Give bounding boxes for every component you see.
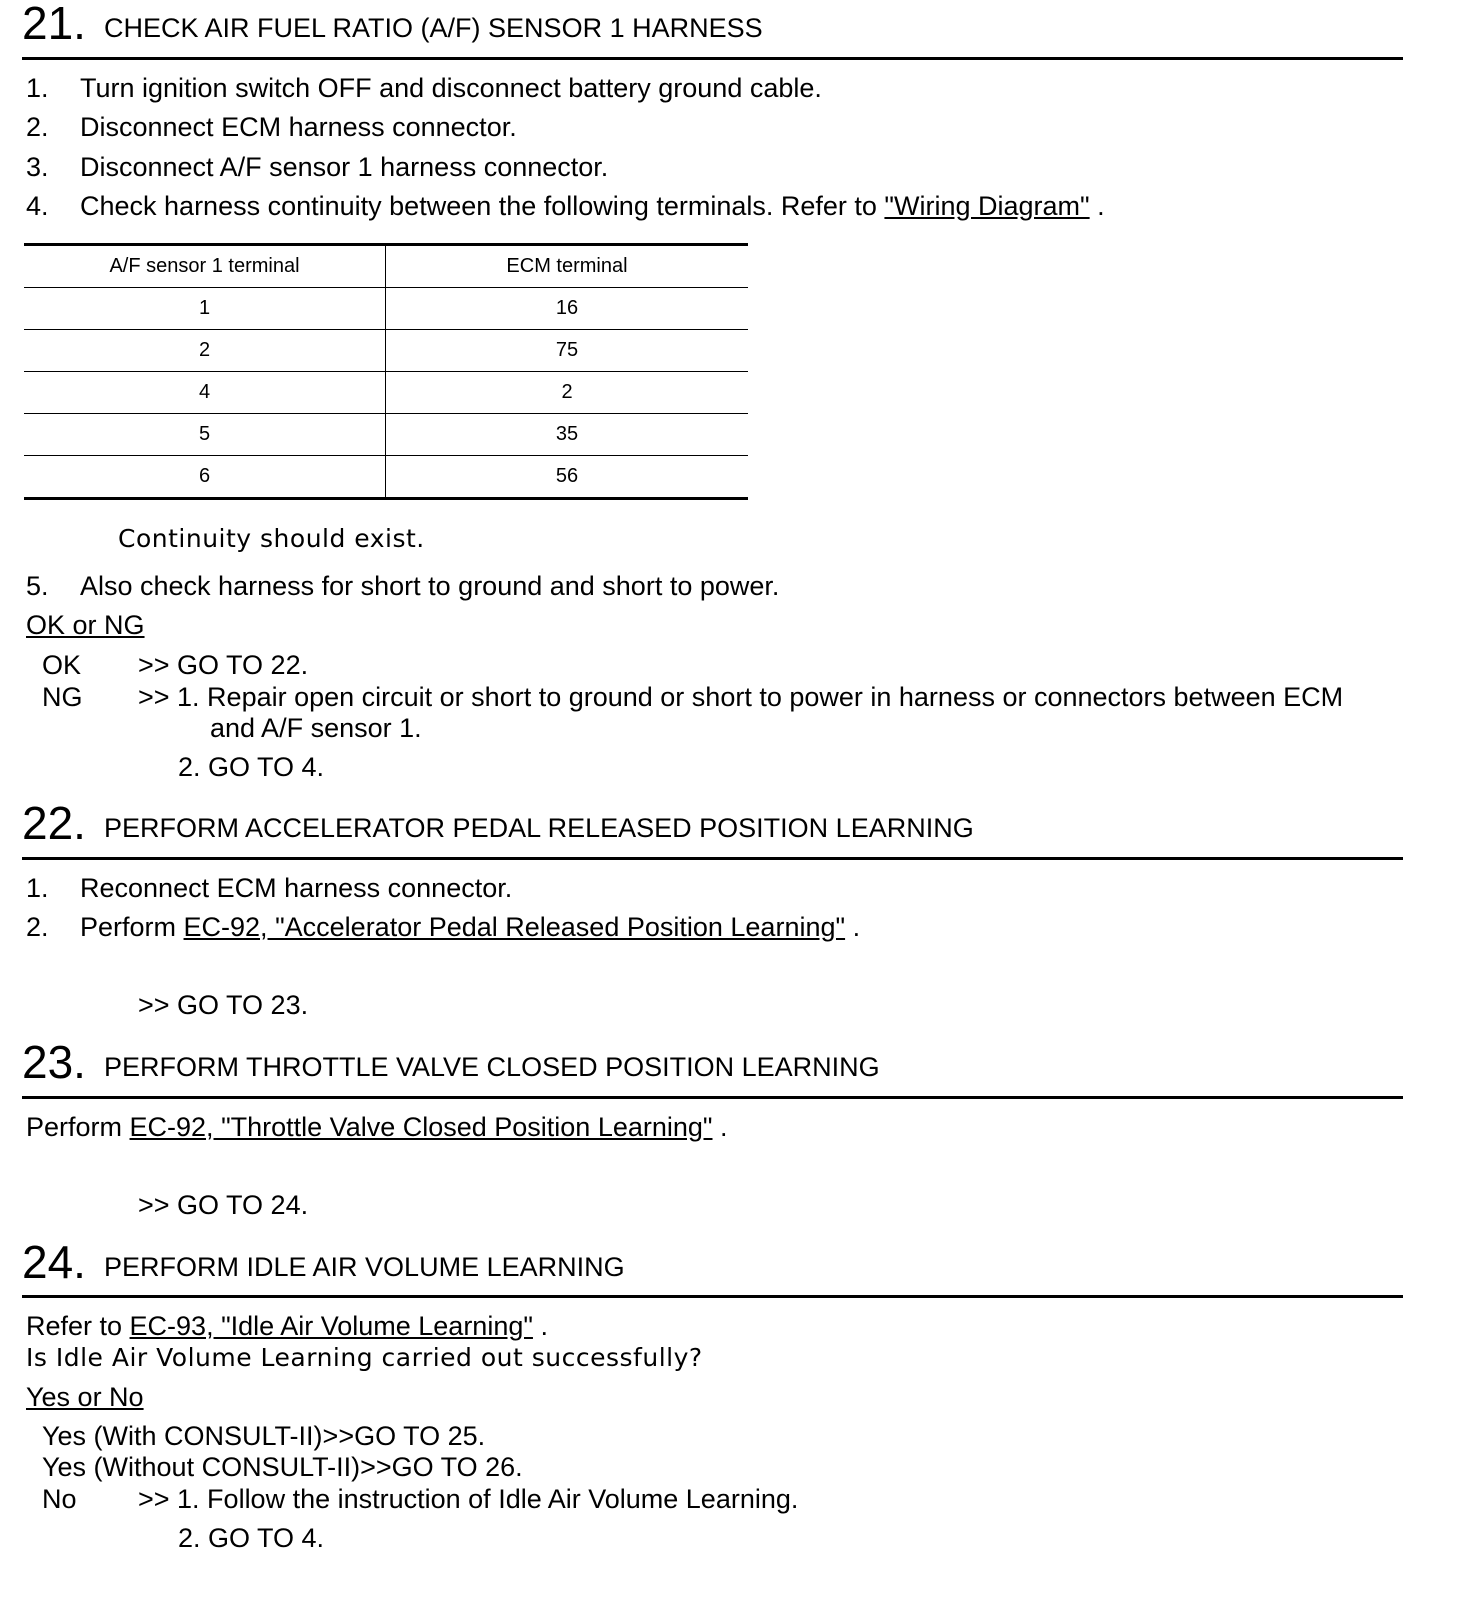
table-cell: 2 [24, 330, 386, 372]
section-title: PERFORM THROTTLE VALVE CLOSED POSITION LEARNING [104, 1052, 880, 1082]
table-cell: 1 [24, 288, 386, 330]
step-text: Turn ignition switch OFF and disconnect battery ground cable. [80, 73, 822, 103]
yes-with-consult: Yes (With CONSULT-II)>>GO TO 25. [42, 1421, 486, 1451]
section-number: 24. [22, 1236, 86, 1288]
step-text-after: . [1089, 191, 1105, 221]
no-label: No [42, 1484, 77, 1514]
step-number: 3. [26, 152, 49, 182]
result-label: Yes or No [26, 1382, 144, 1412]
instruction [26, 1310, 548, 1342]
section-number: 21. [22, 0, 86, 49]
section-number: 23. [22, 1036, 86, 1088]
ng-action-2: 2. GO TO 4. [178, 752, 325, 782]
instruction [26, 1111, 728, 1143]
step-text-main: Perform [80, 912, 184, 942]
result-label: OK or NG [26, 610, 145, 640]
table-row [24, 288, 748, 330]
divider [22, 1295, 1403, 1298]
yes-without-consult: Yes (Without CONSULT-II)>>GO TO 26. [42, 1452, 523, 1482]
table-cell: 5 [24, 414, 386, 456]
step-text-after: . [845, 912, 861, 942]
step-number: 1. [26, 873, 49, 903]
section-title: CHECK AIR FUEL RATIO (A/F) SENSOR 1 HARNESS [104, 13, 763, 43]
accelerator-learning-link[interactable]: EC-92, "Accelerator Pedal Released Position Learning" [183, 912, 846, 942]
table-row [24, 372, 748, 414]
wiring-diagram-link[interactable]: "Wiring Diagram" [884, 191, 1090, 221]
go-to: >> GO TO 24. [138, 1190, 309, 1220]
note: Continuity should exist. [118, 524, 425, 553]
table-cell: 6 [24, 456, 386, 499]
instruction-after: . [712, 1112, 728, 1142]
ok-label: OK [42, 650, 82, 680]
table-cell: 75 [386, 330, 749, 372]
divider [22, 1096, 1403, 1099]
table-cell: 4 [24, 372, 386, 414]
column-header: ECM terminal [386, 245, 749, 288]
question: Is Idle Air Volume Learning carried out successfully? [26, 1343, 703, 1372]
go-to: >> GO TO 23. [138, 990, 309, 1020]
no-action-2: 2. GO TO 4. [178, 1523, 325, 1553]
instruction-text: Perform [26, 1112, 130, 1142]
step-text [80, 190, 1105, 222]
ok-action: >> GO TO 22. [138, 650, 309, 680]
instruction-after: . [532, 1311, 548, 1341]
step-number: 2. [26, 912, 49, 942]
step-text: Disconnect A/F sensor 1 harness connector. [80, 152, 609, 182]
step-text [80, 911, 860, 943]
idle-air-learning-link[interactable]: EC-93, "Idle Air Volume Learning" [129, 1311, 533, 1341]
table-cell: 56 [386, 456, 749, 499]
section-number: 22. [22, 797, 86, 849]
step-text-main: Check harness continuity between the following terminals. Refer to [80, 191, 885, 221]
continuity-table [24, 243, 748, 500]
step-text: Disconnect ECM harness connector. [80, 112, 517, 142]
table-cell: 16 [386, 288, 749, 330]
step-number: 2. [26, 112, 49, 142]
section-title: PERFORM IDLE AIR VOLUME LEARNING [104, 1252, 625, 1282]
ng-action-1: >> 1. Repair open circuit or short to ground or short to power in harness or connectors between ECM [138, 682, 1344, 712]
step-number: 1. [26, 73, 49, 103]
table-row [24, 414, 748, 456]
column-header: A/F sensor 1 terminal [24, 245, 386, 288]
no-action-1: >> 1. Follow the instruction of Idle Air Volume Learning. [138, 1484, 799, 1514]
step-text: Reconnect ECM harness connector. [80, 873, 513, 903]
divider [22, 857, 1403, 860]
step-number: 4. [26, 191, 49, 221]
table-row [24, 330, 748, 372]
throttle-learning-link[interactable]: EC-92, "Throttle Valve Closed Position Learning" [129, 1112, 713, 1142]
divider [22, 57, 1403, 60]
instruction-text: Refer to [26, 1311, 130, 1341]
table-header-row [24, 245, 748, 288]
table-cell: 2 [386, 372, 749, 414]
step-text: Also check harness for short to ground and short to power. [80, 571, 780, 601]
section-title: PERFORM ACCELERATOR PEDAL RELEASED POSITION LEARNING [104, 813, 974, 843]
ng-label: NG [42, 682, 83, 712]
table-row [24, 456, 748, 499]
table-cell: 35 [386, 414, 749, 456]
step-number: 5. [26, 571, 49, 601]
ng-action-1-cont: and A/F sensor 1. [210, 713, 422, 743]
